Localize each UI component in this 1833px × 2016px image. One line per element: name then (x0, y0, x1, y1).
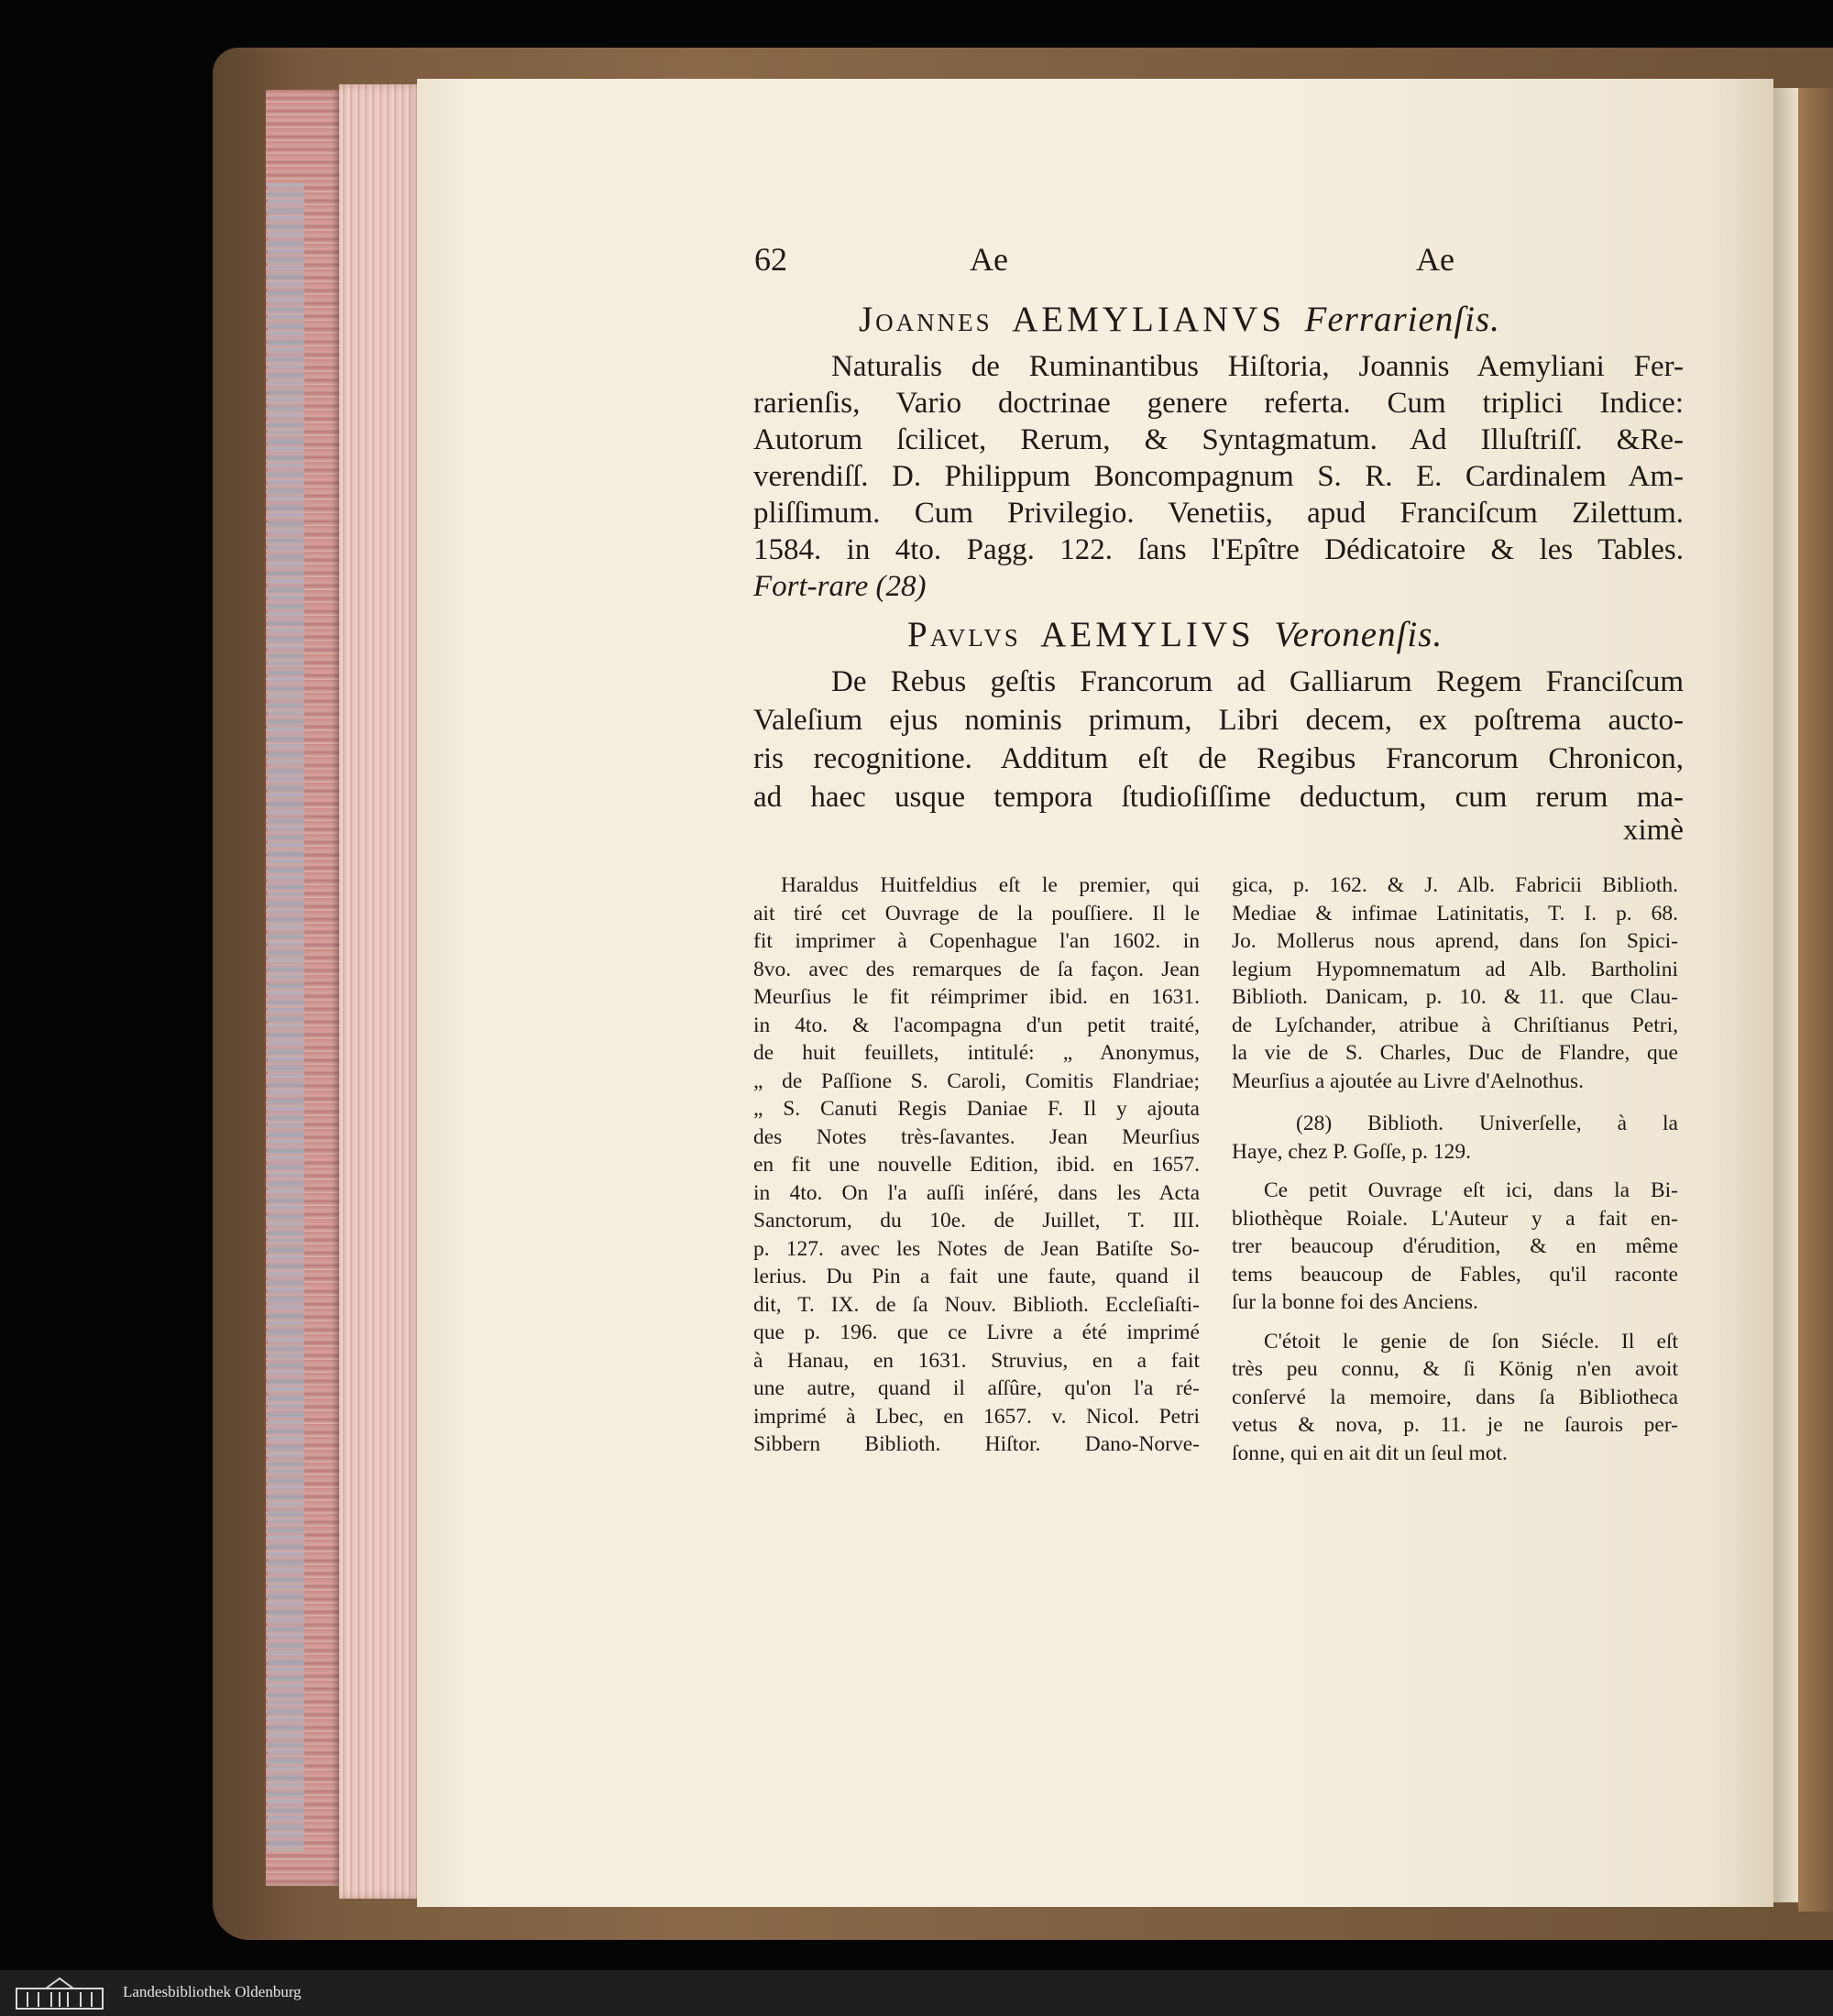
note-line: Meurſius le fit réimprimer ibid. en 1631. (753, 985, 1200, 1009)
running-head-right: Ae (1416, 241, 1454, 278)
entry1-line: Fort-rare (28) (753, 570, 927, 603)
note-line: tems beaucoup de Fables, qu'il raconte (1232, 1262, 1678, 1287)
note-line: Biblioth. Danicam, p. 10. & 11. que Clau- (1232, 985, 1678, 1009)
note-line: Sanctorum, du 10e. de Juillet, T. III. (753, 1209, 1200, 1233)
note-line: in 4to. & l'acompagna d'un petit traité, (753, 1013, 1200, 1037)
page-edges-marbled (268, 183, 304, 1851)
author-first-name: Joannes (859, 300, 993, 339)
entry1-line: Naturalis de Ruminantibus Hiſtoria, Joannis Aemyliani Fer- (831, 350, 1684, 383)
entry-heading-1 (859, 299, 1500, 340)
note-line: ſonne, qui en ait dit un ſeul mot. (1232, 1441, 1508, 1465)
entry1-line: verendiſſ. D. Philippum Boncompagnum S. R. E. Cardinalem Am- (753, 460, 1684, 493)
note-line: imprimé à Lbec, en 1657. v. Nicol. Petri (753, 1404, 1200, 1429)
note-line: dit, T. IX. de ſa Nouv. Biblioth. Eccleſiaſti- (753, 1292, 1200, 1317)
note-line: fit imprimer à Copenhague l'an 1602. in (753, 929, 1200, 953)
note-line: in 4to. On l'a auſſi inſéré, dans les Acta (753, 1180, 1200, 1205)
note-line: „ de Paſſione S. Caroli, Comitis Flandriae; (753, 1068, 1200, 1093)
note-line: que p. 196. que ce Livre a été imprimé (753, 1320, 1200, 1344)
note-line: ait tiré cet Ouvrage de la pouſſiere. Il le (753, 901, 1200, 926)
note-line: vetus & nova, p. 11. je ne ſaurois per- (1232, 1413, 1678, 1437)
page-stack (339, 84, 422, 1899)
author-first-name: Pavlvs (907, 615, 1021, 654)
author-surname: AEMYLIANVS (1012, 300, 1286, 339)
note-line: à Hanau, en 1631. Struvius, en a fait (753, 1348, 1200, 1373)
note-line: bliothèque Roiale. L'Auteur y a fait en- (1232, 1206, 1678, 1231)
entry-heading-2 (907, 614, 1443, 655)
entry1-line: rarienſis, Vario doctrinae genere referta. Cum triplici Indice: (753, 387, 1684, 420)
author-origin: Veronenſis. (1274, 615, 1443, 654)
note-line: une autre, quand il aſſûre, qu'on l'a ré- (753, 1376, 1200, 1400)
entry1-line: 1584. in 4to. Pagg. 122. ſans l'Epître Dédicatoire & les Tables. (753, 533, 1684, 566)
note-line: de Lyſchander, atribue à Chriſtianus Petri, (1232, 1013, 1678, 1037)
entry1-line: Autorum ſcilicet, Rerum, & Syntagmatum. Ad Illuſtriſſ. &Re- (753, 423, 1684, 456)
note-line: 8vo. avec des remarques de ſa façon. Jean (753, 957, 1200, 981)
note-line: Ce petit Ouvrage eſt ici, dans la Bi- (1264, 1178, 1678, 1202)
note-line: Sibbern Biblioth. Hiſtor. Dano-Norve- (753, 1432, 1200, 1456)
note-line: lerius. Du Pin a fait une faute, quand il (753, 1265, 1200, 1288)
note-line: (28) Biblioth. Univerſelle, à la (1296, 1112, 1678, 1135)
entry2-line: De Rebus geſtis Francorum ad Galliarum Regem Franciſcum (831, 665, 1684, 698)
entry2-line: ris recognitione. Additum eſt de Regibus Francorum Chronicon, (753, 742, 1684, 775)
library-building-icon (15, 1976, 104, 2011)
note-line: la vie de S. Charles, Duc de Flandre, que (1232, 1041, 1678, 1065)
author-surname: AEMYLIVS (1040, 615, 1255, 654)
note-line: très peu connu, & ſi König n'en avoit (1232, 1357, 1678, 1381)
entry2-line: ad haec usque tempora ſtudioſiſſime deductum, cum rerum ma- (753, 781, 1684, 814)
catchword: ximè (1623, 814, 1684, 847)
note-line: gica, p. 162. & J. Alb. Fabricii Biblioth. (1232, 873, 1678, 897)
note-line: des Notes très-ſavantes. Jean Meurſius (753, 1124, 1200, 1149)
entry1-line: pliſſimum. Cum Privilegio. Venetiis, apud Franciſcum Zilettum. (753, 497, 1684, 530)
notes-left-column (753, 871, 1200, 1459)
note-line: conſervé la memoire, dans ſa Bibliotheca (1232, 1385, 1678, 1409)
note-line: Mediae & infimae Latinitatis, T. I. p. 68. (1232, 901, 1678, 926)
viewer-footer (0, 1970, 1833, 2016)
note-line: de huit feuillets, intitulé: „ Anonymus, (753, 1041, 1200, 1065)
page-number: 62 (754, 241, 787, 278)
note-line: legium Hypomnematum ad Alb. Bartholini (1232, 957, 1678, 981)
facing-cover (1798, 88, 1833, 1912)
entry2-line: Valeſium ejus nominis primum, Libri decem, ex poſtrema aucto- (753, 704, 1684, 737)
note-line: en fit une nouvelle Edition, ibid. en 1657. (753, 1153, 1200, 1177)
notes-right-column (1232, 871, 1678, 1467)
note-line: C'étoit le genie de ſon Siécle. Il eſt (1264, 1329, 1678, 1353)
note-line: Haraldus Huitfeldius eſt le premier, qui (781, 873, 1200, 897)
note-line: Haye, chez P. Goſſe, p. 129. (1232, 1139, 1472, 1164)
library-name[interactable]: Landesbibliothek Oldenburg (123, 1983, 302, 2000)
note-line: p. 127. avec les Notes de Jean Batiſte So- (753, 1236, 1200, 1261)
note-line: ſur la bonne foi des Anciens. (1232, 1290, 1478, 1314)
note-line: Jo. Mollerus nous aprend, dans ſon Spici- (1232, 929, 1678, 953)
note-line: „ S. Canuti Regis Daniae F. Il y ajouta (753, 1097, 1200, 1121)
running-head-left: Ae (970, 241, 1008, 278)
author-origin: Ferrarienſis. (1304, 300, 1500, 339)
note-line: Meurſius a ajoutée au Livre d'Aelnothus. (1232, 1068, 1585, 1093)
note-line: trer beaucoup d'érudition, & en même (1232, 1234, 1678, 1258)
